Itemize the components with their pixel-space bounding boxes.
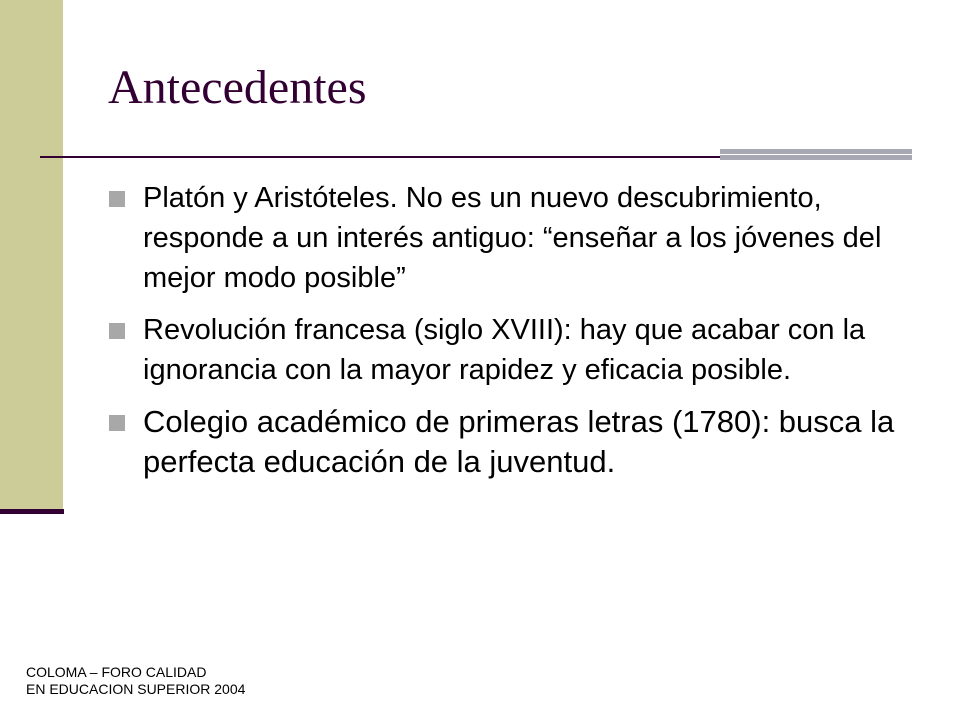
bullet-list xyxy=(105,178,915,494)
title-divider-accent-line-1 xyxy=(720,149,912,154)
bullet-text: Colegio académico de primeras letras (1780): busca la perfecta educación de la juventud. xyxy=(143,404,895,479)
bullet-item xyxy=(105,402,915,482)
title-divider-accent xyxy=(720,149,912,165)
bullet-text: Platón y Aristóteles. No es un nuevo descubrimiento, responde a un interés antiguo: “enseñar a los jóvenes del mejor modo posible” xyxy=(143,182,882,294)
bullet-square-icon xyxy=(109,191,125,207)
footer-line-1: COLOMA – FORO CALIDAD xyxy=(26,664,207,680)
title-divider-accent-line-2 xyxy=(720,155,912,160)
bullet-item xyxy=(105,178,915,298)
side-decor-rule xyxy=(0,509,64,514)
footer-line-2: EN EDUCACION SUPERIOR 2004 xyxy=(26,681,246,697)
bullet-square-icon xyxy=(109,323,125,339)
slide-title: Antecedentes xyxy=(108,61,367,114)
slide-footer xyxy=(26,664,245,698)
bullet-text: Revolución francesa (siglo XVIII): hay que acabar con la ignorancia con la mayor rapidez y eficacia posible. xyxy=(143,314,866,386)
side-decor-bar xyxy=(0,0,63,511)
bullet-item xyxy=(105,310,915,390)
bullet-square-icon xyxy=(109,415,125,431)
